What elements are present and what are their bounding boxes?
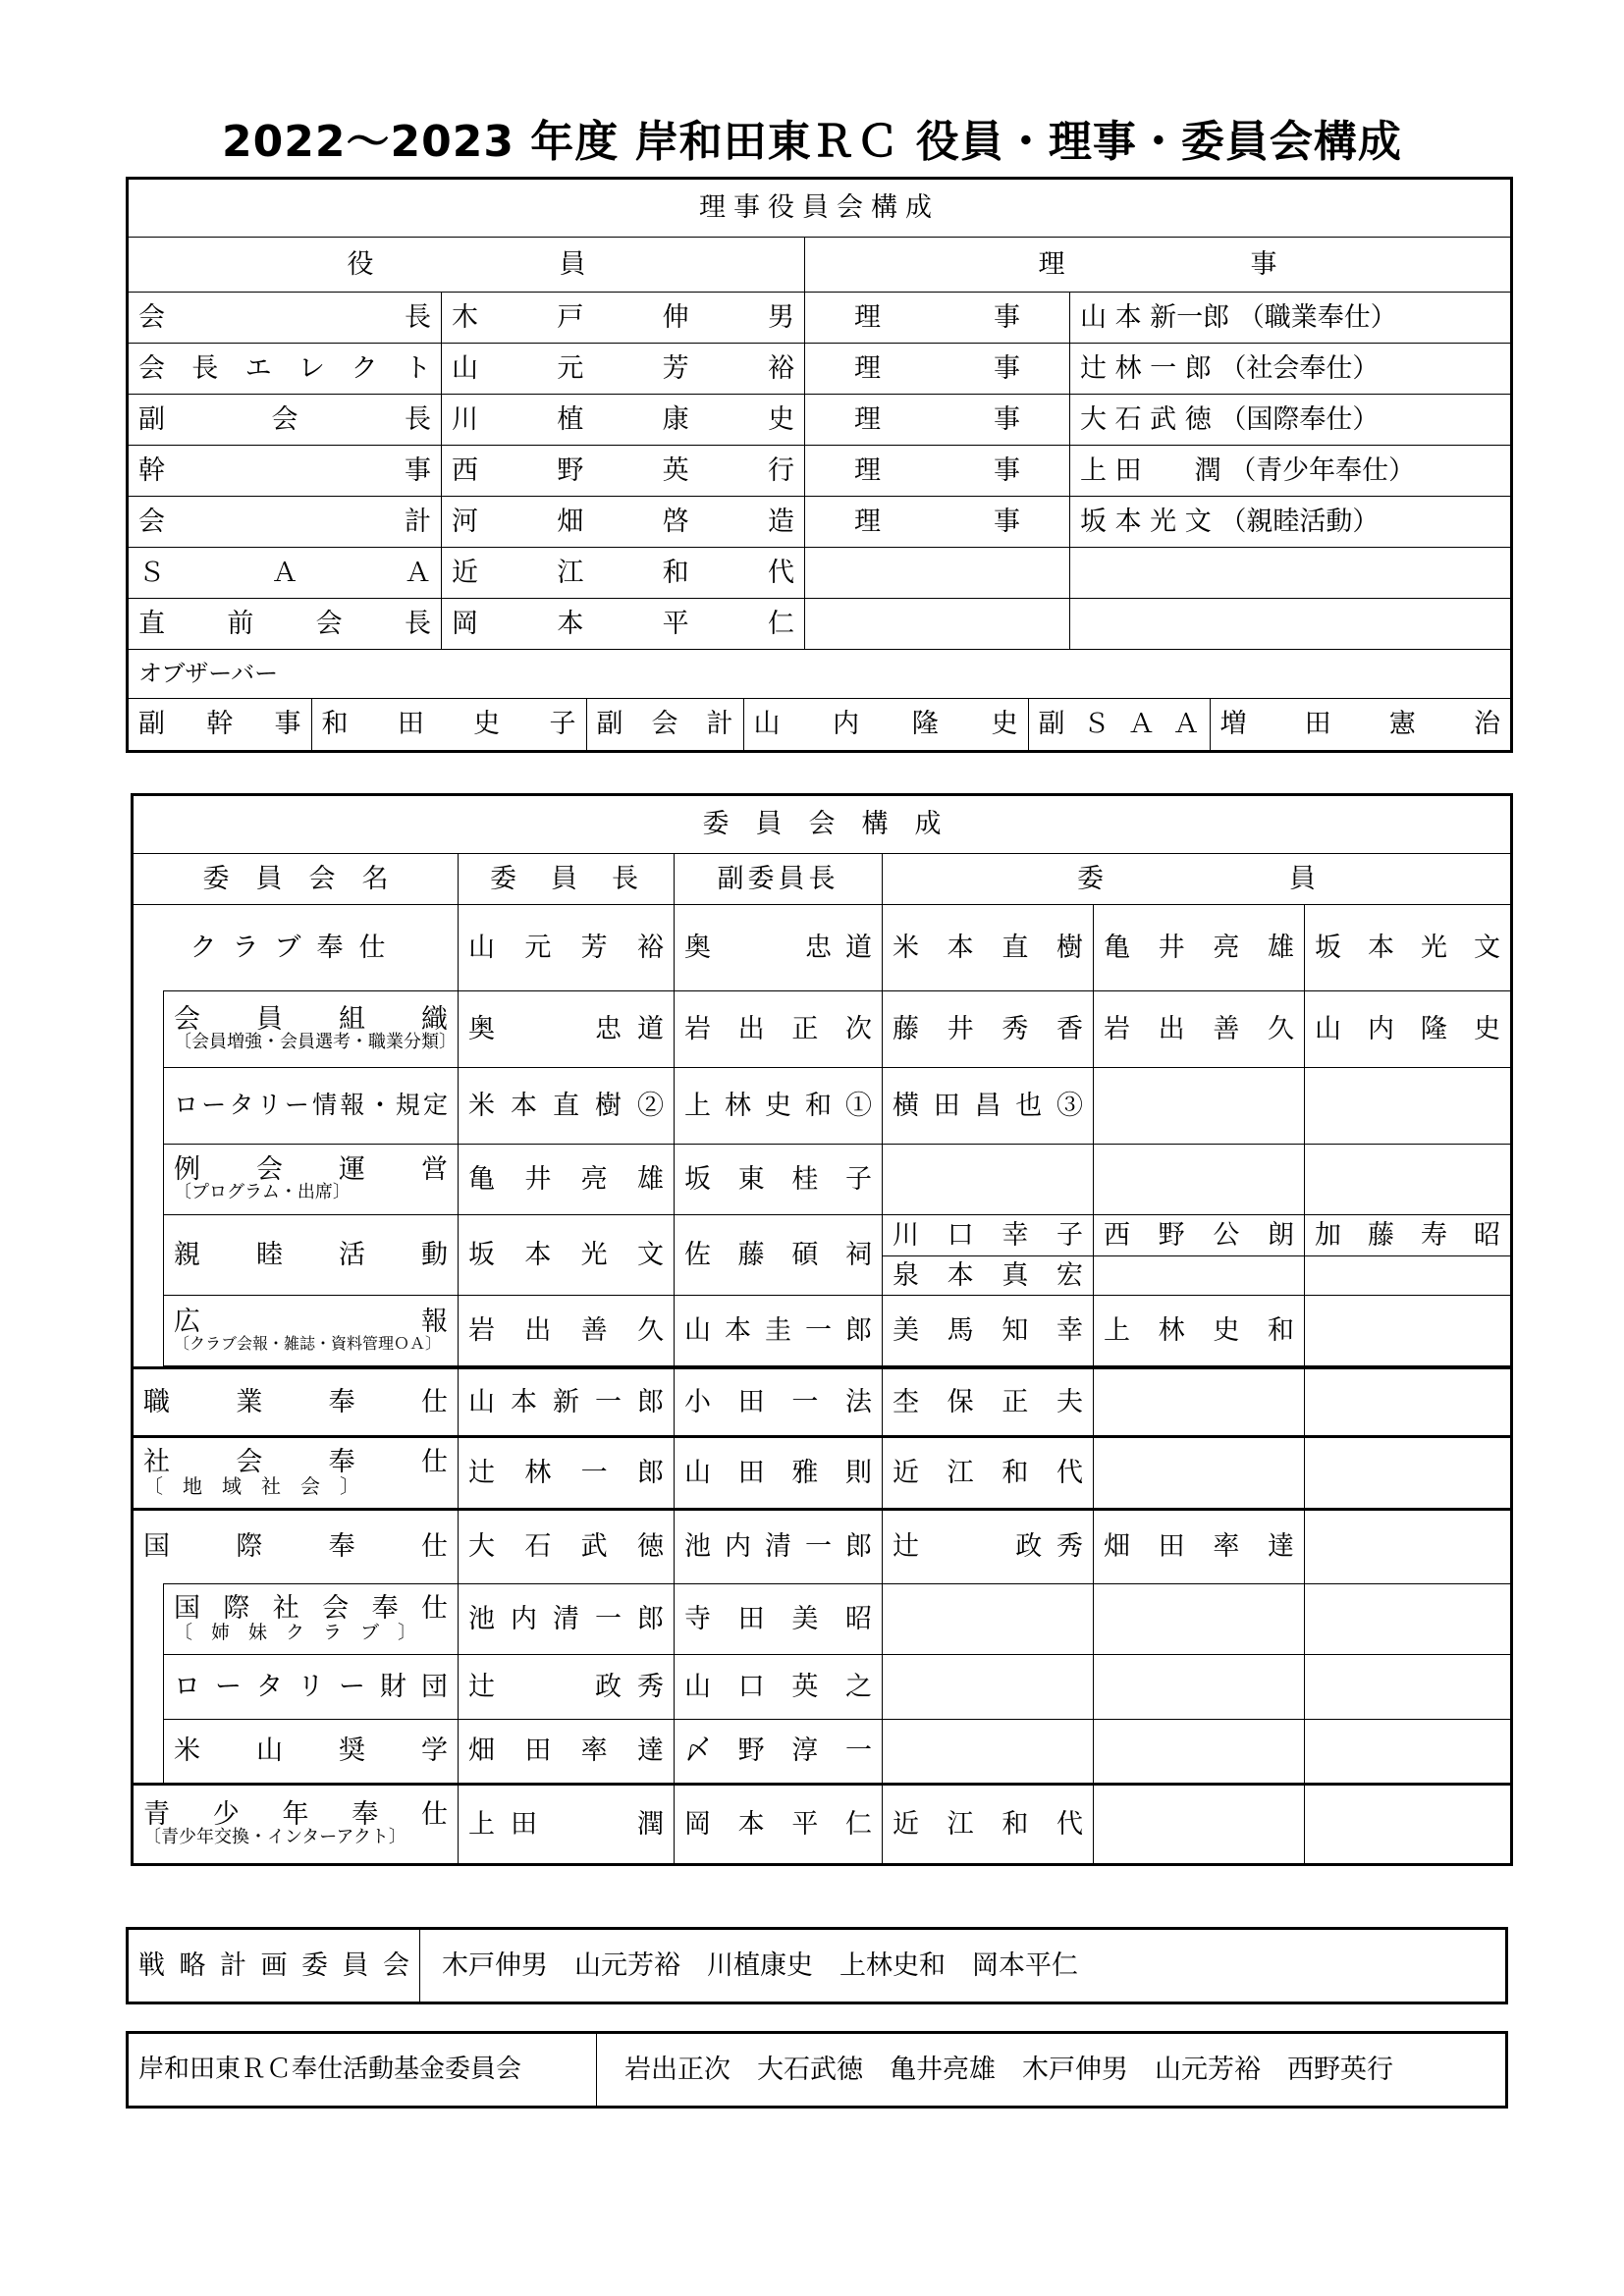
member: 畑田率達: [1094, 1510, 1305, 1584]
empty-cell: [1094, 1584, 1305, 1655]
director-name: 辻 林 一 郎: [1080, 352, 1212, 384]
committee-name: ロータリー情報・規定: [164, 1068, 459, 1145]
officer-role: 会長エレクト: [128, 344, 442, 395]
director-name: 上 田 潤: [1080, 454, 1221, 486]
empty-cell: [883, 1145, 1094, 1215]
chair: 岩出善久: [459, 1296, 675, 1366]
director-role: 理事: [805, 293, 1070, 344]
observer-name: 和田史子: [311, 699, 586, 750]
observer-role: 副会計: [586, 699, 743, 750]
director-name: 山 本 新一郎: [1080, 301, 1230, 333]
chair: 米本直樹②: [459, 1068, 675, 1145]
committee-sub: 〔 姉 妹 ク ラ ブ 〕: [174, 1621, 417, 1643]
empty-cell: [1094, 1785, 1305, 1865]
empty-cell: [883, 1584, 1094, 1655]
empty-cell: [1070, 599, 1512, 650]
empty-cell: [1305, 1368, 1512, 1437]
chair: 奥 忠道: [459, 991, 675, 1068]
vice: 〆野淳一: [675, 1720, 883, 1785]
officer-role: 会計: [128, 497, 442, 548]
chair: 亀井亮雄: [459, 1145, 675, 1215]
committee-name: 米山奨学: [164, 1720, 459, 1785]
vice: 岩出正次: [675, 991, 883, 1068]
committee-name: 親睦活動: [164, 1215, 459, 1296]
director-cell: [1070, 446, 1512, 497]
member: 川口幸子: [883, 1215, 1094, 1256]
indent-spacer: [133, 1584, 164, 1785]
member: 亀井亮雄: [1094, 905, 1305, 991]
committee-name: 会員組織: [174, 1003, 448, 1035]
officer-name: 岡本平仁: [442, 599, 805, 650]
member: 山内隆史: [1305, 991, 1512, 1068]
vice: 山口英之: [675, 1655, 883, 1720]
board-header: 理事役員会構成: [128, 179, 1512, 238]
committee-name-cell: [164, 1296, 459, 1366]
strategy-table: [126, 1927, 1508, 2004]
committee-name-cell: [164, 991, 459, 1068]
committee-name-cell: [133, 1437, 459, 1510]
member: 近江和代: [883, 1785, 1094, 1865]
officer-role: 直前会長: [128, 599, 442, 650]
observer-inner: [129, 699, 1510, 750]
director-area: （職業奉仕）: [1237, 301, 1397, 333]
empty-cell: [1305, 1584, 1512, 1655]
committee-name: ロータリー財団: [164, 1655, 459, 1720]
director-name: 大 石 武 徳: [1080, 403, 1212, 435]
director-name: 坂 本 光 文: [1080, 506, 1212, 537]
director-area: （親睦活動）: [1219, 506, 1380, 537]
committee-name: 青少年奉仕: [143, 1798, 448, 1830]
officer-name: 山元芳裕: [442, 344, 805, 395]
member: 上林史和: [1094, 1296, 1305, 1366]
officer-name: 川植康史: [442, 395, 805, 446]
committee-sub: 〔青少年交換・インターアクト〕: [143, 1827, 406, 1848]
member: 岩出善久: [1094, 991, 1305, 1068]
committee-header: 委 員 会 構 成: [133, 795, 1512, 854]
empty-cell: [1094, 1068, 1305, 1145]
member: 近江和代: [883, 1437, 1094, 1510]
col-members: 委 員: [883, 854, 1512, 905]
empty-cell: [1305, 1785, 1512, 1865]
committee-name: 社会奉仕: [143, 1446, 448, 1477]
committee-name: クラブ奉仕: [133, 905, 459, 991]
vice: 山本圭一郎: [675, 1296, 883, 1366]
empty-cell: [1094, 1720, 1305, 1785]
officer-role: 副会長: [128, 395, 442, 446]
fund-table: [126, 2031, 1508, 2109]
col-committee-name: 委 員 会 名: [133, 854, 459, 905]
committee-name: 職業奉仕: [133, 1368, 459, 1437]
committee-name-cell: [164, 1584, 459, 1655]
chair: 山元芳裕: [459, 905, 675, 991]
director-role: 理事: [805, 446, 1070, 497]
empty-cell: [883, 1720, 1094, 1785]
officer-name: 近江和代: [442, 548, 805, 599]
empty-cell: [1305, 1256, 1512, 1296]
chair: 辻 政秀: [459, 1655, 675, 1720]
observer-name: 増田憲治: [1210, 699, 1510, 750]
committee-sub: 〔会員増強・会員選考・職業分類〕: [174, 1032, 457, 1053]
officer-name: 木戸伸男: [442, 293, 805, 344]
member: 美馬知幸: [883, 1296, 1094, 1366]
col-vice: 副委員長: [675, 854, 883, 905]
committee-name: 例会運営: [174, 1153, 448, 1185]
director-role: 理事: [805, 395, 1070, 446]
officer-name: 西野英行: [442, 446, 805, 497]
officer-role: 会長: [128, 293, 442, 344]
chair: 池内清一郎: [459, 1584, 675, 1655]
fund-members: 岩出正次 大石武徳 亀井亮雄 木戸伸男 山元芳裕 西野英行: [597, 2033, 1507, 2108]
strategy-label: 戦略計画委員会: [128, 1929, 420, 2003]
empty-cell: [1305, 1655, 1512, 1720]
empty-cell: [883, 1655, 1094, 1720]
member: 坂本光文: [1305, 905, 1512, 991]
committee-name: 広報: [174, 1306, 448, 1337]
empty-cell: [1094, 1145, 1305, 1215]
observer-name: 山内隆史: [743, 699, 1028, 750]
chair: 大石武徳: [459, 1510, 675, 1584]
strategy-members: 木戸伸男 山元芳裕 川植康史 上林史和 岡本平仁: [420, 1929, 1507, 2003]
empty-cell: [1094, 1655, 1305, 1720]
empty-cell: [1305, 1510, 1512, 1584]
officer-name: 河畑啓造: [442, 497, 805, 548]
vice: 山田雅則: [675, 1437, 883, 1510]
director-area: （国際奉仕）: [1219, 403, 1380, 435]
member: 米本直樹: [883, 905, 1094, 991]
chair: 辻林一郎: [459, 1437, 675, 1510]
empty-cell: [1070, 548, 1512, 599]
vice: 上林史和①: [675, 1068, 883, 1145]
member: 横田昌也③: [883, 1068, 1094, 1145]
vice: 小田一法: [675, 1368, 883, 1437]
vice: 寺田美昭: [675, 1584, 883, 1655]
empty-cell: [1305, 1296, 1512, 1366]
vice: 佐藤碩祠: [675, 1215, 883, 1296]
chair: 畑田率達: [459, 1720, 675, 1785]
committee-sub: 〔 地 域 社 会 〕: [143, 1474, 359, 1499]
member: 泉本真宏: [883, 1256, 1094, 1296]
observer-label: オブザーバー: [128, 650, 1512, 699]
officer-role: 幹事: [128, 446, 442, 497]
director-role: 理事: [805, 497, 1070, 548]
committee-sub: 〔クラブ会報・雑誌・資料管理ＯＡ〕: [174, 1334, 442, 1354]
committee-table: [131, 793, 1513, 1866]
committee-name: 国際奉仕: [133, 1510, 459, 1584]
observer-role: 副幹事: [129, 699, 311, 750]
empty-cell: [805, 548, 1070, 599]
member: 辻 政秀: [883, 1510, 1094, 1584]
director-cell: [1070, 344, 1512, 395]
committee-name-cell: [133, 1785, 459, 1865]
empty-cell: [1305, 1437, 1512, 1510]
directors-header: 理 事: [805, 238, 1512, 293]
col-chair: 委 員 長: [459, 854, 675, 905]
observer-role: 副ＳＡＡ: [1028, 699, 1210, 750]
empty-cell: [1305, 1145, 1512, 1215]
page-title: 2022〜2023 年度 岸和田東ＲＣ 役員・理事・委員会構成: [222, 117, 1402, 167]
director-area: （社会奉仕）: [1219, 352, 1380, 384]
chair: 山本新一郎: [459, 1368, 675, 1437]
empty-cell: [1305, 1720, 1512, 1785]
vice: 池内清一郎: [675, 1510, 883, 1584]
vice: 坂東桂子: [675, 1145, 883, 1215]
committee-name: 国際社会奉仕: [174, 1593, 448, 1625]
director-role: 理事: [805, 344, 1070, 395]
empty-cell: [805, 599, 1070, 650]
fund-label: 岸和田東ＲＣ奉仕活動基金委員会: [128, 2033, 597, 2108]
empty-cell: [1094, 1256, 1305, 1296]
officers-header: 役 員: [128, 238, 805, 293]
officer-role: ＳＡＡ: [128, 548, 442, 599]
committee-sub: 〔プログラム・出席〕: [174, 1182, 351, 1203]
director-cell: [1070, 497, 1512, 548]
vice: 岡本平仁: [675, 1785, 883, 1865]
member: 加藤寿昭: [1305, 1215, 1512, 1256]
director-area: （青少年奉仕）: [1229, 454, 1416, 486]
director-cell: [1070, 293, 1512, 344]
indent-spacer: [133, 991, 164, 1368]
empty-cell: [1094, 1368, 1305, 1437]
board-table: [126, 177, 1513, 753]
chair: 坂本光文: [459, 1215, 675, 1296]
empty-cell: [1305, 1068, 1512, 1145]
observer-row: [128, 699, 1512, 752]
member: 藤井秀香: [883, 991, 1094, 1068]
director-cell: [1070, 395, 1512, 446]
member: 杢保正夫: [883, 1368, 1094, 1437]
committee-name-cell: [164, 1145, 459, 1215]
member: 西野公朗: [1094, 1215, 1305, 1256]
empty-cell: [1094, 1437, 1305, 1510]
chair: 上田 潤: [459, 1785, 675, 1865]
vice: 奥 忠道: [675, 905, 883, 991]
